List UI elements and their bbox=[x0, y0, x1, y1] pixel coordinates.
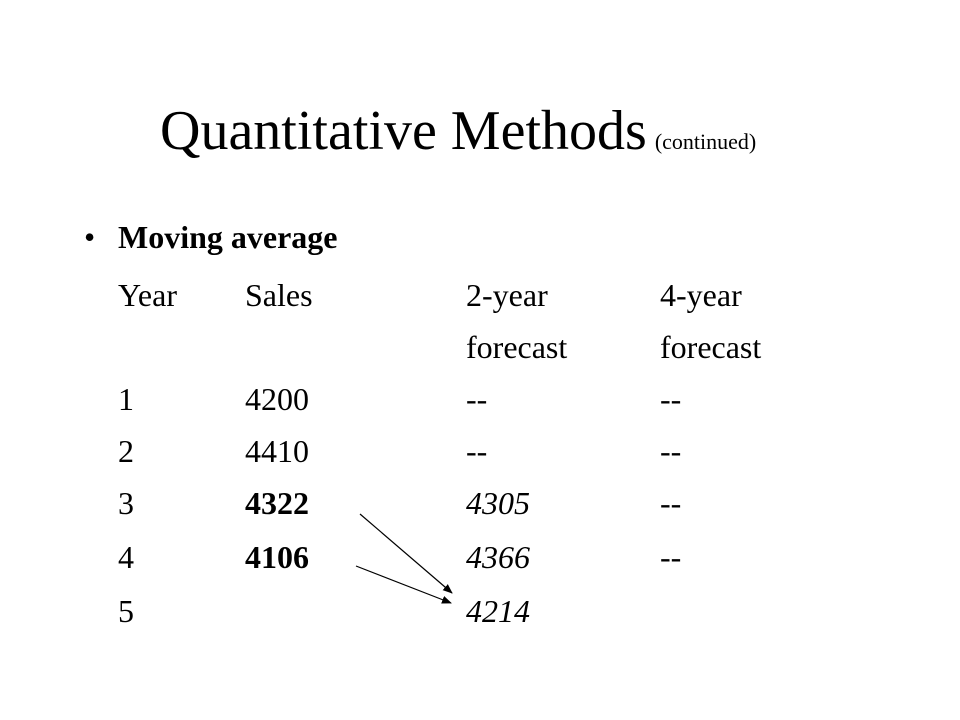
row-1-4-year-forecast: -- bbox=[660, 381, 682, 417]
row-5-2-year-forecast: 4214 bbox=[466, 593, 530, 629]
title-suffix: (continued) bbox=[654, 129, 757, 154]
row-3-2-year-forecast: 4305 bbox=[466, 485, 530, 521]
row-2-2-year-forecast: -- bbox=[466, 433, 488, 469]
row-1-year: 1 bbox=[118, 381, 134, 417]
row-3-4-year-forecast: -- bbox=[660, 485, 682, 521]
row-5-year: 5 bbox=[118, 593, 134, 629]
bullet-point-icon: • bbox=[84, 219, 96, 255]
row-4-sales: 4106 bbox=[245, 539, 309, 575]
arrow-4106-to-4214 bbox=[356, 566, 451, 603]
row-2-year: 2 bbox=[118, 433, 134, 469]
title-text: Quantitative Methods bbox=[160, 100, 647, 162]
header-2-year-forecast: forecast bbox=[466, 329, 568, 365]
header-2-year: 2-year bbox=[466, 277, 548, 313]
header-4-year-forecast: forecast bbox=[660, 329, 762, 365]
row-1-2-year-forecast: -- bbox=[466, 381, 488, 417]
bullet-heading: Moving average bbox=[118, 219, 338, 255]
row-3-year: 3 bbox=[118, 485, 134, 521]
row-3-sales: 4322 bbox=[245, 485, 309, 521]
slide-title bbox=[160, 96, 756, 177]
header-sales: Sales bbox=[245, 277, 313, 313]
header-year: Year bbox=[118, 277, 177, 313]
row-4-2-year-forecast: 4366 bbox=[466, 539, 530, 575]
header-4-year: 4-year bbox=[660, 277, 742, 313]
row-2-4-year-forecast: -- bbox=[660, 433, 682, 469]
row-2-sales: 4410 bbox=[245, 433, 309, 469]
arrow-4322-to-4214 bbox=[360, 514, 452, 593]
row-4-year: 4 bbox=[118, 539, 134, 575]
row-4-4-year-forecast: -- bbox=[660, 539, 682, 575]
row-1-sales: 4200 bbox=[245, 381, 309, 417]
